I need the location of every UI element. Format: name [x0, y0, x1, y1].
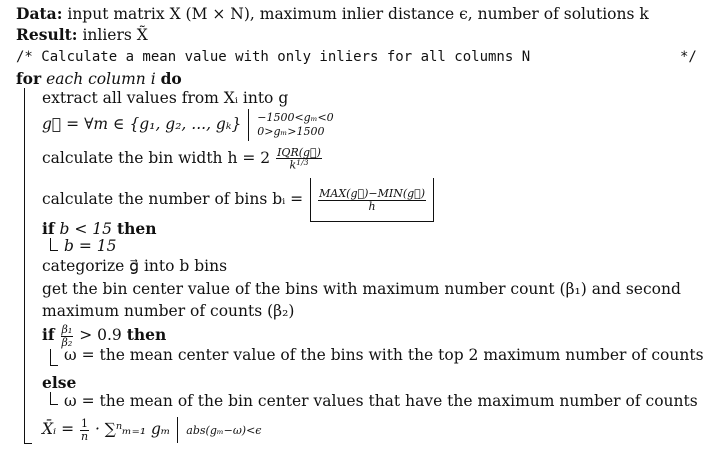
condition-2: 0>gₘ>1500	[257, 125, 325, 138]
data-line	[16, 6, 649, 23]
do-keyword: do	[160, 69, 182, 88]
final-lhs: X̄ᵢ =	[42, 420, 79, 438]
numbins-denominator: h	[368, 199, 376, 213]
floor-brackets	[310, 178, 434, 222]
beta-numerator: β₁	[61, 322, 73, 336]
final-numerator: 1	[81, 416, 88, 430]
gvec-conditions	[257, 111, 333, 139]
else-keyword: else	[42, 373, 77, 392]
then-keyword: then	[116, 219, 157, 238]
numbins-numerator: MAX(g⃗)−MIN(g⃗)	[319, 186, 426, 200]
final-sum: · ∑ⁿₘ₌₁ gₘ	[94, 420, 171, 438]
if-b-body: b = 15	[64, 237, 117, 255]
beta-fraction	[61, 324, 74, 348]
final-denominator: n	[80, 429, 89, 443]
for-text: each column i	[46, 70, 156, 88]
numbins-fraction	[318, 188, 426, 212]
numbins-text: calculate the number of bins bᵢ =	[42, 190, 304, 208]
comment-line: /* Calculate a mean value with only inliers for all columns N	[16, 49, 531, 65]
else-body: ω = the mean of the bin center values that have the maximum number of counts	[64, 392, 698, 410]
binwidth-fraction	[276, 147, 322, 172]
for-line	[16, 71, 182, 88]
if-b-foot	[50, 250, 58, 251]
data-text: input matrix X (M × N), maximum inlier distance ϵ, number of solutions k	[67, 5, 649, 23]
if-b-rule	[50, 238, 51, 250]
if-b-line	[42, 221, 157, 238]
for-block-rule	[24, 88, 25, 443]
final-condition: abs(gₘ−ω)<ϵ	[186, 424, 262, 437]
else-rule	[50, 392, 51, 404]
result-text: inliers X̃	[82, 26, 148, 44]
if-beta-body: ω = the mean center value of the bins with the top 2 maximum number of counts	[64, 346, 704, 364]
result-line	[16, 27, 148, 44]
final-eval-bar	[177, 417, 178, 443]
numbins-line	[42, 178, 434, 222]
if-beta-rule	[50, 349, 51, 365]
result-label: Result:	[16, 25, 78, 44]
final-fraction	[80, 418, 89, 442]
binwidth-text: calculate the bin width h = 2	[42, 149, 271, 167]
final-formula	[42, 413, 261, 447]
data-label: Data:	[16, 4, 63, 23]
gvec-expression: g⃗ = ∀m ∈ {g₁, g₂, ..., gₖ}	[42, 115, 242, 133]
binwidth-numerator: IQR(g⃗)	[277, 145, 321, 159]
for-keyword: for	[16, 69, 42, 88]
for-block-foot	[24, 443, 32, 444]
binwidth-exponent: 1/3	[296, 158, 309, 168]
if-b-condition: b < 15	[59, 220, 112, 238]
comment-end: */	[680, 49, 697, 65]
beta-denominator: β₂	[61, 335, 73, 349]
else-foot	[50, 404, 58, 405]
eval-bar	[248, 109, 249, 141]
if-beta-foot	[50, 365, 58, 366]
extract-line: extract all values from Xᵢ into g	[42, 89, 289, 107]
center-line-1: get the bin center value of the bins with maximum number count (β₁) and second	[42, 280, 681, 298]
categorize-line: categorize g⃗ into b bins	[42, 257, 228, 275]
binwidth-denominator: $k^{1/3}$	[289, 158, 309, 172]
if-beta-rest: > 0.9	[79, 326, 122, 344]
if-keyword: if	[42, 219, 55, 238]
if-keyword-2: if	[42, 325, 55, 344]
center-line-2: maximum number of counts (β₂)	[42, 302, 295, 320]
then-keyword-2: then	[126, 325, 167, 344]
condition-1: −1500<gₘ<0	[257, 111, 334, 125]
binwidth-line	[42, 140, 323, 176]
gvec-line	[42, 108, 334, 141]
